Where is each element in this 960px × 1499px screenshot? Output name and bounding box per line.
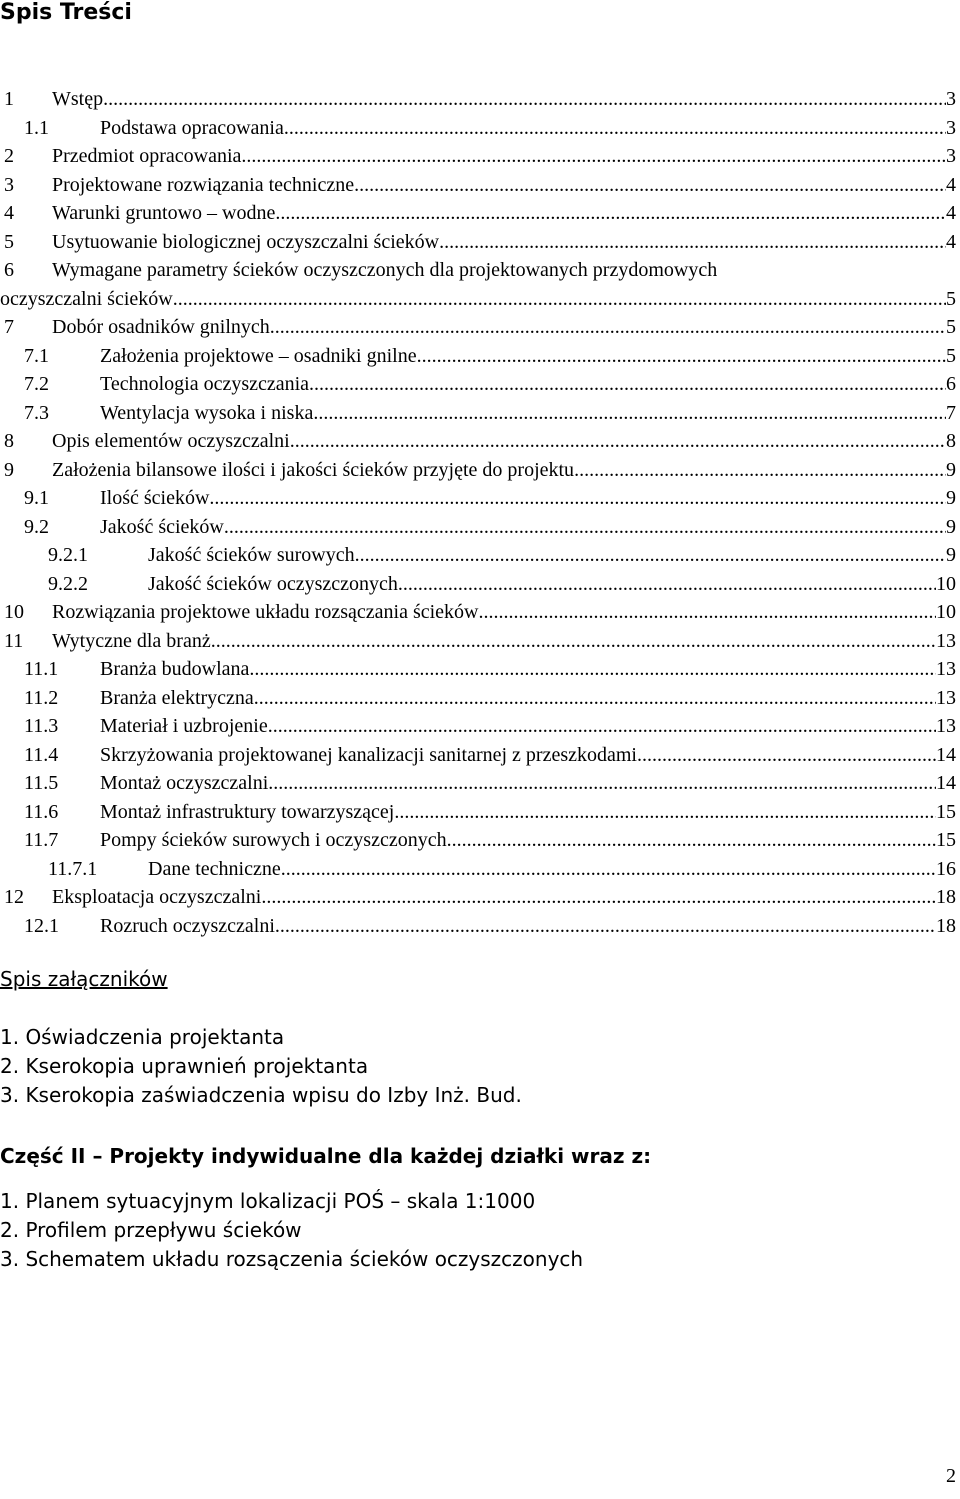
table-of-contents xyxy=(0,85,956,940)
toc-title: Jakość ścieków oczyszczonych xyxy=(148,572,398,595)
toc-entry[interactable] xyxy=(0,798,956,827)
toc-page-number: 18 xyxy=(936,914,956,937)
toc-entry[interactable] xyxy=(0,228,956,257)
toc-title: Wstęp xyxy=(52,88,104,110)
toc-page-number: 3 xyxy=(946,145,956,167)
toc-title-continuation: oczyszczalni ścieków xyxy=(0,287,173,310)
toc-title: Założenia bilansowe ilości i jakości ścieków przyjęte do projektu xyxy=(52,458,575,481)
toc-entry[interactable] xyxy=(0,712,956,741)
dot-leader xyxy=(309,370,946,399)
dot-leader xyxy=(290,427,946,456)
toc-title: Montaż oczyszczalni xyxy=(100,772,269,794)
toc-entry[interactable] xyxy=(0,456,956,485)
toc-title: Technologia oczyszczania xyxy=(100,373,310,395)
attachment-item: 3. Kserokopia zaświadczenia wpisu do Izby Inż. Bud. xyxy=(0,1083,522,1107)
toc-entry[interactable] xyxy=(0,570,956,599)
toc-page-number: 3 xyxy=(946,88,956,110)
toc-entry[interactable] xyxy=(0,912,956,941)
toc-number: 7.2 xyxy=(24,373,49,395)
toc-page-number: 4 xyxy=(946,173,956,196)
attachment-item: 2. Kserokopia uprawnień projektanta xyxy=(0,1054,369,1078)
dot-leader xyxy=(313,399,946,428)
toc-number: 11.3 xyxy=(24,715,59,737)
dot-leader xyxy=(241,142,946,171)
toc-entry[interactable] xyxy=(0,370,956,399)
toc-title: Rozruch oczyszczalni xyxy=(100,914,275,937)
toc-entry[interactable] xyxy=(0,513,956,542)
toc-number: 8 xyxy=(4,430,14,452)
toc-title: Skrzyżowania projektowanej kanalizacji sanitarnej z przeszkodami xyxy=(100,743,637,766)
toc-number: 9.2.1 xyxy=(48,544,88,566)
toc-number: 11.7 xyxy=(24,829,59,851)
toc-page-number: 13 xyxy=(936,658,956,680)
toc-number: 11.4 xyxy=(24,743,59,766)
toc-page-number: 15 xyxy=(936,800,956,823)
dot-leader xyxy=(103,85,946,114)
toc-number: 11.2 xyxy=(24,686,59,709)
toc-page-number: 5 xyxy=(946,287,956,310)
toc-title: Wytyczne dla branż xyxy=(52,629,211,652)
dot-leader xyxy=(268,769,936,798)
attachments-heading: Spis załączników xyxy=(0,967,168,991)
toc-title: Pompy ścieków surowych i oczyszczonych xyxy=(100,829,447,851)
toc-title: Wymagane parametry ścieków oczyszczonych dla projektowanych przydomowych xyxy=(52,259,718,281)
toc-title: Materiał i uzbrojenie xyxy=(100,715,268,737)
toc-page-number: 9 xyxy=(946,515,956,538)
dot-leader xyxy=(355,541,946,570)
toc-number: 6 xyxy=(4,259,14,281)
dot-leader xyxy=(398,570,936,599)
dot-leader xyxy=(211,627,936,656)
toc-title: Ilość ścieków xyxy=(100,487,210,509)
toc-title: Jakość ścieków xyxy=(100,515,224,538)
toc-title: Przedmiot opracowania xyxy=(52,145,242,167)
toc-title: Branża elektryczna xyxy=(100,686,254,709)
toc-number: 11 xyxy=(4,629,24,652)
toc-page-number: 3 xyxy=(946,116,956,139)
toc-number: 10 xyxy=(4,601,24,623)
dot-leader xyxy=(394,798,936,827)
dot-leader xyxy=(275,199,946,228)
dot-leader xyxy=(254,684,936,713)
toc-entry[interactable] xyxy=(0,826,956,855)
toc-page-number: 9 xyxy=(946,544,956,566)
toc-entry[interactable] xyxy=(0,883,956,912)
part2-item: 3. Schematem układu rozsączenia ścieków oczyszczonych xyxy=(0,1247,584,1271)
dot-leader xyxy=(275,912,936,941)
dot-leader xyxy=(354,171,946,200)
toc-number: 12 xyxy=(4,886,24,908)
toc-number: 11.5 xyxy=(24,772,59,794)
toc-page-number: 14 xyxy=(936,772,956,794)
toc-number: 7 xyxy=(4,316,14,338)
toc-number: 9.2 xyxy=(24,515,49,538)
dot-leader xyxy=(224,513,946,542)
toc-entry[interactable] xyxy=(0,256,956,285)
toc-number: 1 xyxy=(4,88,14,110)
toc-page-number: 9 xyxy=(946,458,956,481)
toc-page-number: 10 xyxy=(936,572,956,595)
toc-entry[interactable] xyxy=(0,627,956,656)
toc-page-number: 4 xyxy=(946,230,956,253)
toc-entry[interactable] xyxy=(0,684,956,713)
toc-number: 7.3 xyxy=(24,401,49,424)
toc-number: 7.1 xyxy=(24,344,49,367)
toc-number: 3 xyxy=(4,173,14,196)
dot-leader xyxy=(637,741,936,770)
toc-entry[interactable] xyxy=(0,741,956,770)
dot-leader xyxy=(478,598,936,627)
toc-page-number: 14 xyxy=(936,743,956,766)
toc-entry[interactable] xyxy=(0,655,956,684)
dot-leader xyxy=(209,484,946,513)
attachment-item: 1. Oświadczenia projektanta xyxy=(0,1025,285,1049)
toc-page-number: 6 xyxy=(946,373,956,395)
toc-title: Eksploatacja oczyszczalni xyxy=(52,886,262,908)
dot-leader xyxy=(173,285,946,314)
toc-number: 11.6 xyxy=(24,800,59,823)
toc-title: Podstawa opracowania xyxy=(100,116,284,139)
toc-entry[interactable] xyxy=(0,142,956,171)
toc-entry[interactable] xyxy=(0,342,956,371)
toc-title: Montaż infrastruktury towarzyszącej xyxy=(100,800,395,823)
toc-page-number: 13 xyxy=(936,715,956,737)
toc-page-number: 18 xyxy=(936,886,956,908)
toc-page-number: 5 xyxy=(946,316,956,338)
toc-number: 4 xyxy=(4,202,14,224)
toc-entry[interactable] xyxy=(0,427,956,456)
toc-entry[interactable] xyxy=(0,171,956,200)
dot-leader xyxy=(281,855,936,884)
toc-page-number: 9 xyxy=(946,487,956,509)
part2-item: 2. Profilem przepływu ścieków xyxy=(0,1218,302,1242)
toc-page-number: 13 xyxy=(936,629,956,652)
toc-title: Branża budowlana xyxy=(100,658,250,680)
dot-leader xyxy=(574,456,946,485)
toc-entry[interactable] xyxy=(0,484,956,513)
dot-leader xyxy=(268,712,936,741)
toc-page-number: 13 xyxy=(936,686,956,709)
toc-title: Projektowane rozwiązania techniczne xyxy=(52,173,355,196)
toc-entry[interactable] xyxy=(0,313,956,342)
toc-number: 5 xyxy=(4,230,14,253)
toc-page-number: 8 xyxy=(946,430,956,452)
toc-number: 9.2.2 xyxy=(48,572,88,595)
toc-number: 1.1 xyxy=(24,116,49,139)
toc-entry[interactable] xyxy=(0,769,956,798)
toc-entry[interactable] xyxy=(0,855,956,884)
toc-title: Dobór osadników gnilnych xyxy=(52,316,270,338)
document-title: Spis Treści xyxy=(0,0,132,25)
dot-leader xyxy=(249,655,936,684)
dot-leader xyxy=(261,883,936,912)
toc-number: 11.7.1 xyxy=(48,857,98,880)
toc-entry-continuation[interactable] xyxy=(0,285,956,314)
toc-title: Dane techniczne xyxy=(148,857,281,880)
toc-entry[interactable] xyxy=(0,399,956,428)
dot-leader xyxy=(417,342,946,371)
toc-title: Rozwiązania projektowe układu rozsączania ścieków xyxy=(52,601,479,623)
toc-page-number: 7 xyxy=(946,401,956,424)
toc-title: Założenia projektowe – osadniki gnilne xyxy=(100,344,417,367)
toc-page-number: 5 xyxy=(946,344,956,367)
toc-title: Wentylacja wysoka i niska xyxy=(100,401,314,424)
dot-leader xyxy=(270,313,946,342)
dot-leader xyxy=(447,826,936,855)
toc-entry[interactable] xyxy=(0,85,956,114)
page-number: 2 xyxy=(946,1465,956,1487)
toc-title: Jakość ścieków surowych xyxy=(148,544,355,566)
toc-number: 9 xyxy=(4,458,14,481)
part2-heading: Część II – Projekty indywidualne dla każdej działki wraz z: xyxy=(0,1144,652,1168)
toc-page-number: 16 xyxy=(936,857,956,880)
toc-page-number: 15 xyxy=(936,829,956,851)
toc-page-number: 4 xyxy=(946,202,956,224)
toc-title: Opis elementów oczyszczalni xyxy=(52,430,290,452)
toc-entry[interactable] xyxy=(0,541,956,570)
toc-title: Warunki gruntowo – wodne xyxy=(52,202,276,224)
dot-leader xyxy=(284,114,946,143)
toc-title: Usytuowanie biologicznej oczyszczalni ścieków xyxy=(52,230,440,253)
toc-entry[interactable] xyxy=(0,114,956,143)
toc-number: 9.1 xyxy=(24,487,49,509)
toc-page-number: 10 xyxy=(936,601,956,623)
toc-number: 2 xyxy=(4,145,14,167)
toc-entry[interactable] xyxy=(0,598,956,627)
toc-number: 11.1 xyxy=(24,658,59,680)
toc-number: 12.1 xyxy=(24,914,59,937)
part2-item: 1. Planem sytuacyjnym lokalizacji POŚ – skala 1:1000 xyxy=(0,1189,536,1213)
dot-leader xyxy=(439,228,946,257)
toc-entry[interactable] xyxy=(0,199,956,228)
